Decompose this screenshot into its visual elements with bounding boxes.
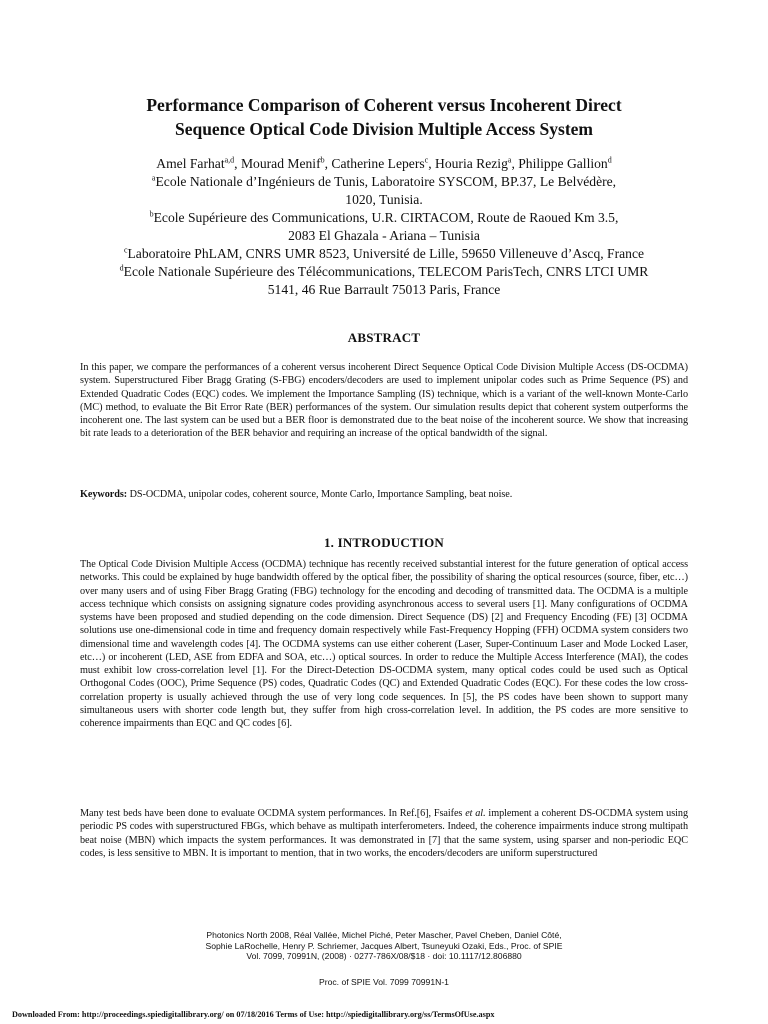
title-line-2: Sequence Optical Code Division Multiple Access System xyxy=(174,119,594,139)
publication-footer: Photonics North 2008, Réal Vallée, Michel Piché, Peter Mascher, Pavel Cheben, Daniel Côté, Sophie LaRochelle, Henry P. Schriemer, Jacques Albert, Tsuneyuki Ozaki, Eds., Proc. of SPIE Vol. 7099, 70991N, (2008) · 0277-786X/08/$18 · doi: 10.1117/12.806880 xyxy=(205,930,563,961)
keywords xyxy=(80,488,688,501)
author: Philippe Gallion$^d$ xyxy=(518,155,612,171)
abstract-text: In this paper, we compare the performances of a coherent versus incoherent Direct Sequence Optical Code Division Multiple Access (DS-OCDMA) system. Superstructured Fiber Bragg Grating (S-FBG) encoders/decoders are used to implement unipolar codes such as Prime Sequence (PS) and Extended Quadratic Codes (EQC) codes. We implement the Importance Sampling (IS) technique, which is a variant of the well-known Monte-Carlo (MC) method, to evaluate the Bit Error Rate (BER) performances of the system. Our simulation results depict that coherent system outperforms the incoherent one. The last system can be used but a BER floor is demonstrated due to the beat noise of the incoherent source. We show that increasing bit rate leads to a deterioration of the BER behavior and requiring an increase of the optical bandwidth of the signal. xyxy=(80,362,688,440)
title-line-1: Performance Comparison of Coherent versus Incoherent Direct xyxy=(146,95,622,115)
affiliation: $^d$Ecole Nationale Supérieure des Télécommunications, TELECOM ParisTech, CNRS LTCI UMR 5141, 46 Rue Barrault 75013 Paris, France xyxy=(119,263,649,297)
et-al: et al. xyxy=(465,808,486,819)
keywords-label: Keywords: xyxy=(80,489,128,500)
author: Mourad Menif$^b$, xyxy=(240,155,332,171)
affiliation: $^b$Ecole Supérieure des Communications, U.R. CIRTACOM, Route de Raoued Km 3.5, 2083 El Ghazala - Ariana – Tunisia xyxy=(149,209,619,243)
author: Catherine Lepers$^c$, xyxy=(331,155,436,171)
keywords-text: DS-OCDMA, unipolar codes, coherent source, Monte Carlo, Importance Sampling, beat noise. xyxy=(127,489,513,500)
author: Amel Farhat$^{a,d}$, xyxy=(156,155,241,171)
download-notice: Downloaded From: http://proceedings.spiedigitallibrary.org/ on 07/18/2016 Terms of Use: http://spiedigitallibrary.org/ss/TermsOfUse.aspx xyxy=(12,1010,495,1019)
affiliation: $^c$Laboratoire PhLAM, CNRS UMR 8523, Université de Lille, 59650 Villeneuve d’Ascq, France xyxy=(123,245,645,261)
introduction-heading: 1. INTRODUCTION xyxy=(323,535,444,550)
author-list xyxy=(60,155,708,173)
author-block xyxy=(60,155,708,299)
affiliation: $^a$Ecole Nationale d’Ingénieurs de Tunis, Laboratoire SYSCOM, BP.37, Le Belvédère, 1020, Tunisia. xyxy=(151,173,617,207)
introduction-paragraph-2: Many test beds have been done to evaluate OCDMA system performances. In Ref.[6], Fsaifes et al. implement a coherent DS-OCDMA system using periodic PS codes with superstructured FBGs, which behave as multipath interferometers. Indeed, the coherence impairments induce strong multipath beat noise (MBN) which impacts the system performances. It was demonstrated in [7] that the same system, using sparser and non-periodic EQC codes, is less sensitive to MBN. It is important to mention, that in two works, the encoders/decoders are uniform superstructured xyxy=(80,808,688,859)
abstract-heading: ABSTRACT xyxy=(347,330,421,345)
paper-title xyxy=(60,93,708,141)
author: Houria Rezig$^a$, xyxy=(435,155,519,171)
introduction-paragraph-1: The Optical Code Division Multiple Access (OCDMA) technique has recently received substantial interest for the future generation of optical access networks. This could be explained by huge bandwidth offered by the optical fiber, the possibility of sharing the optical resources (source, fiber, etc…) over many users and of using Fiber Bragg Grating (FBG) technology for the encoding and decoding of transmitted data. The OCDMA is a multiple access technique which consists on assigning signature codes providing asynchronous access to several users [1]. Many configurations of OCDMA systems have been proposed and studied depending on the code dimension. Direct Sequence (DS) [2] and Frequency Encoding (FE) [3] OCDMA solutions use one-dimensional code in time and frequency domain respectively while Fast-Frequency Hopping (FFH) OCDMA system considers two dimensional time and wavelength codes [4]. The OCDMA systems can use either coherent (Laser, Super-Continuum Laser and Mode Locked Laser, etc…) or incoherent (LED, ASE from EDFA and SOA, etc…) optical sources. In order to reduce the Multiple Access Interference (MAI), the codes must exhibit low cross-correlation level [1]. For the Direct-Detection DS-OCDMA system, many optical codes could be used such as Optical Orthogonal Codes (OOC), Prime Sequence (PS) codes, Quadratic Codes (QC) and Extended Quadratic Codes (EQC). For these codes the low cross-correlation property is usually achieved through the use of very long code sequences. In [5], the PS codes have been shown to support many simultaneous users with shorter code length but, they suffer from high cross-correlation level. In addition, the PS codes are more sensitive to coherence impairments than EQC and QC codes [6]. xyxy=(80,559,688,729)
proceedings-page-number: Proc. of SPIE Vol. 7099 70991N-1 xyxy=(319,977,449,987)
